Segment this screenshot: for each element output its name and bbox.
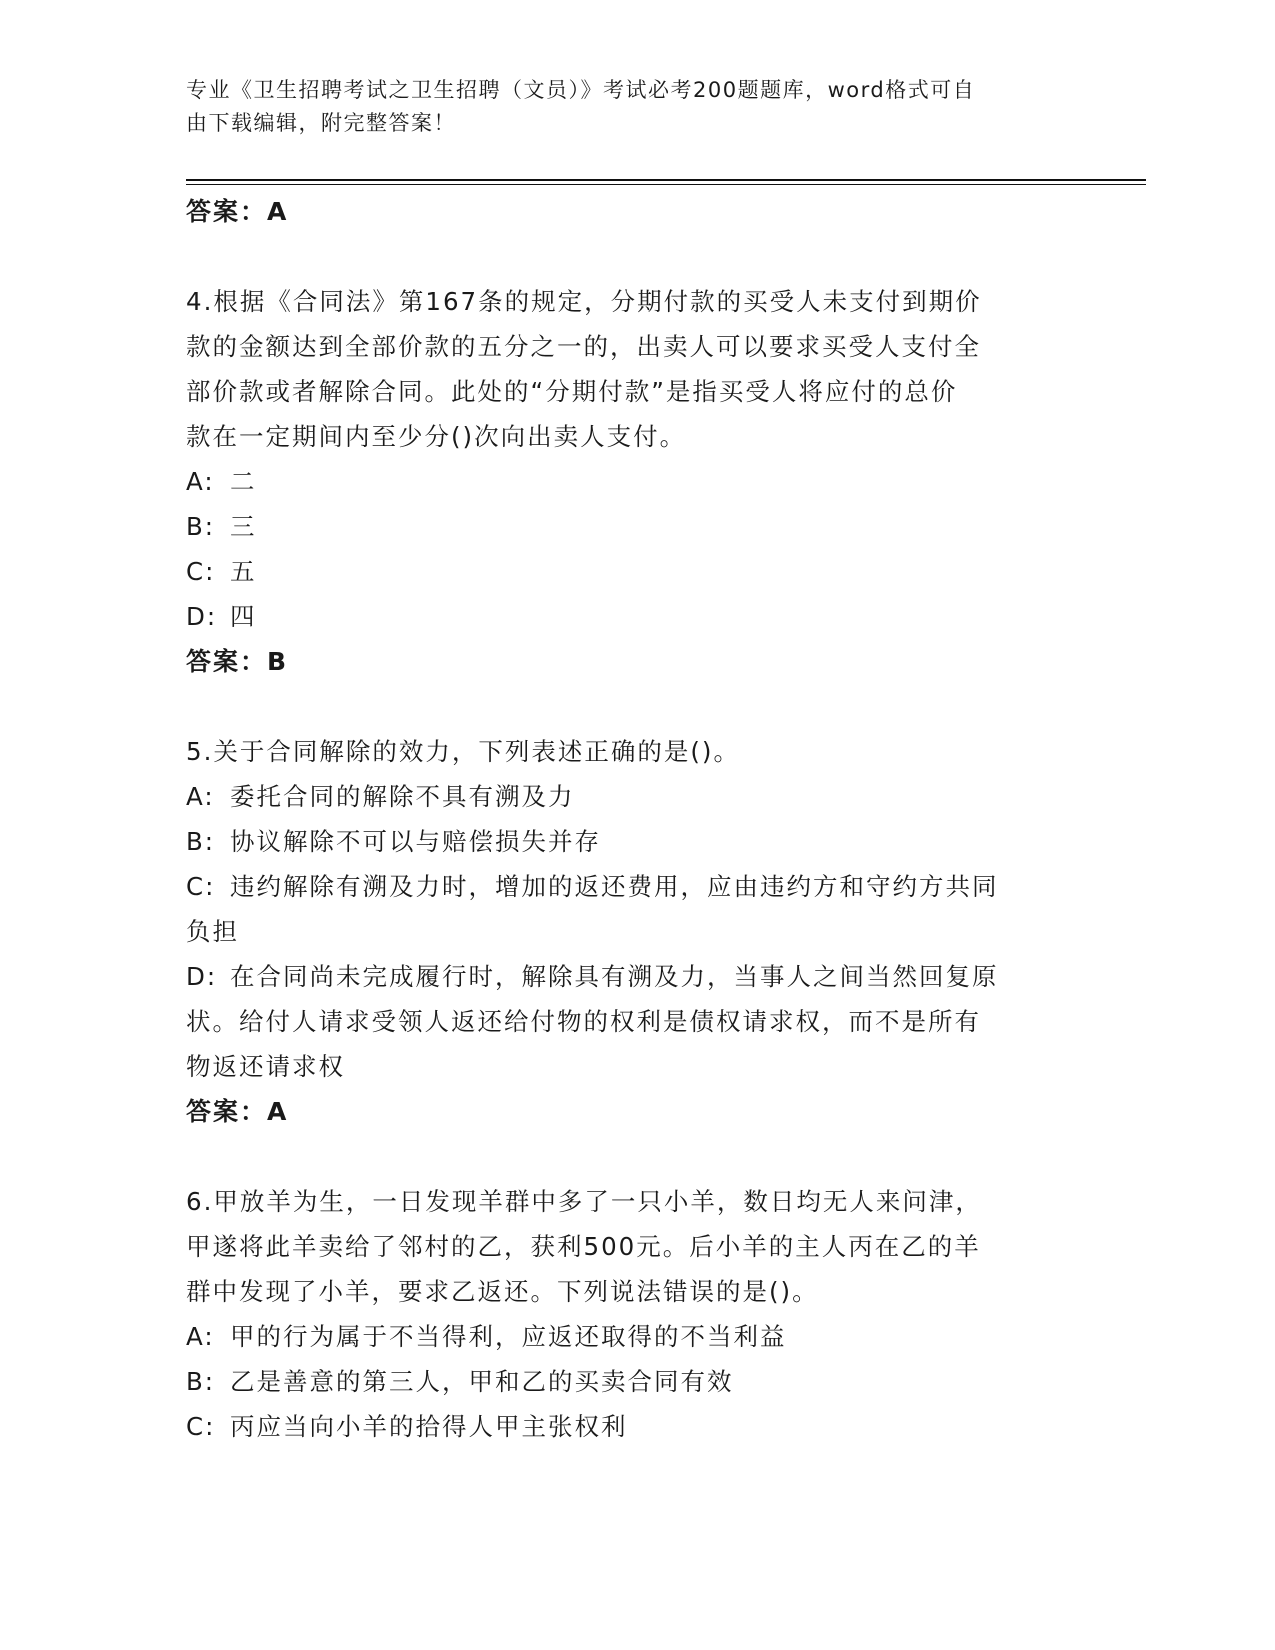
document-body: [186, 189, 1066, 1449]
option-label: D:: [186, 962, 218, 991]
option-text: 二: [230, 467, 257, 496]
option-label: B:: [186, 827, 216, 856]
question-text-line: 款在一定期间内至少分()次向出卖人支付。: [186, 422, 687, 451]
option-d-continuation: 状。给付人请求受领人返还给付物的权利是债权请求权，而不是所有: [186, 1007, 981, 1036]
option-text: 在合同尚未完成履行时，解除具有溯及力，当事人之间当然回复原: [230, 962, 999, 991]
question-4: [186, 279, 1066, 684]
question-text-line: 6.甲放羊为生，一日发现羊群中多了一只小羊，数日均无人来问津，: [186, 1187, 982, 1216]
spacer: [186, 1134, 1066, 1179]
header-line-2: 由下载编辑，附完整答案！: [186, 111, 456, 135]
option-label: A:: [186, 1322, 215, 1351]
option-text: 四: [230, 602, 257, 631]
option-text: 丙应当向小羊的拾得人甲主张权利: [230, 1412, 628, 1441]
option-text: 委托合同的解除不具有溯及力: [230, 782, 575, 811]
option-label: C:: [186, 557, 216, 586]
option-b: [186, 504, 1066, 549]
option-label: A:: [186, 782, 215, 811]
question-6: [186, 1179, 1066, 1449]
answer-q5: 答案：A: [186, 1097, 289, 1126]
option-d-continuation: 物返还请求权: [186, 1052, 345, 1081]
header-line-1: 专业《卫生招聘考试之卫生招聘（文员）》考试必考200题题库，word格式可自: [186, 78, 976, 102]
question-text-line: 部价款或者解除合同。此处的“分期付款”是指买受人将应付的总价: [186, 377, 958, 406]
header-rule-thick: [186, 179, 1146, 181]
question-text-line: 甲遂将此羊卖给了邻村的乙，获利500元。后小羊的主人丙在乙的羊: [186, 1232, 981, 1261]
option-d: [186, 594, 1066, 639]
option-text: 违约解除有溯及力时，增加的返还费用，应由违约方和守约方共同: [230, 872, 999, 901]
option-label: D:: [186, 602, 218, 631]
question-text-line: 4.根据《合同法》第167条的规定，分期付款的买受人未支付到期价: [186, 287, 982, 316]
answer-q3: 答案：A: [186, 197, 289, 226]
question-text-line: 群中发现了小羊，要求乙返还。下列说法错误的是()。: [186, 1277, 819, 1306]
option-d: [186, 954, 1066, 999]
question-5: [186, 729, 1066, 1134]
answer-q4: 答案：B: [186, 647, 289, 676]
option-c: [186, 864, 1066, 909]
header-rule-thin: [186, 184, 1146, 185]
option-text: 协议解除不可以与赔偿损失并存: [230, 827, 601, 856]
spacer: [186, 234, 1066, 279]
option-a: [186, 774, 1066, 819]
option-label: B:: [186, 1367, 216, 1396]
question-text-line: 5.关于合同解除的效力，下列表述正确的是()。: [186, 737, 740, 766]
option-a: [186, 1314, 1066, 1359]
option-label: C:: [186, 872, 216, 901]
option-label: C:: [186, 1412, 216, 1441]
spacer: [186, 684, 1066, 729]
option-text: 三: [230, 512, 257, 541]
question-text-line: 款的金额达到全部价款的五分之一的，出卖人可以要求买受人支付全: [186, 332, 981, 361]
option-label: B:: [186, 512, 216, 541]
option-text: 乙是善意的第三人，甲和乙的买卖合同有效: [230, 1367, 734, 1396]
option-text: 甲的行为属于不当得利，应返还取得的不当利益: [230, 1322, 787, 1351]
option-text: 五: [230, 557, 257, 586]
option-c: [186, 549, 1066, 594]
option-c-continuation: 负担: [186, 917, 239, 946]
page-header: [186, 74, 1056, 140]
option-b: [186, 819, 1066, 864]
option-c: [186, 1404, 1066, 1449]
option-label: A:: [186, 467, 215, 496]
option-a: [186, 459, 1066, 504]
option-b: [186, 1359, 1066, 1404]
